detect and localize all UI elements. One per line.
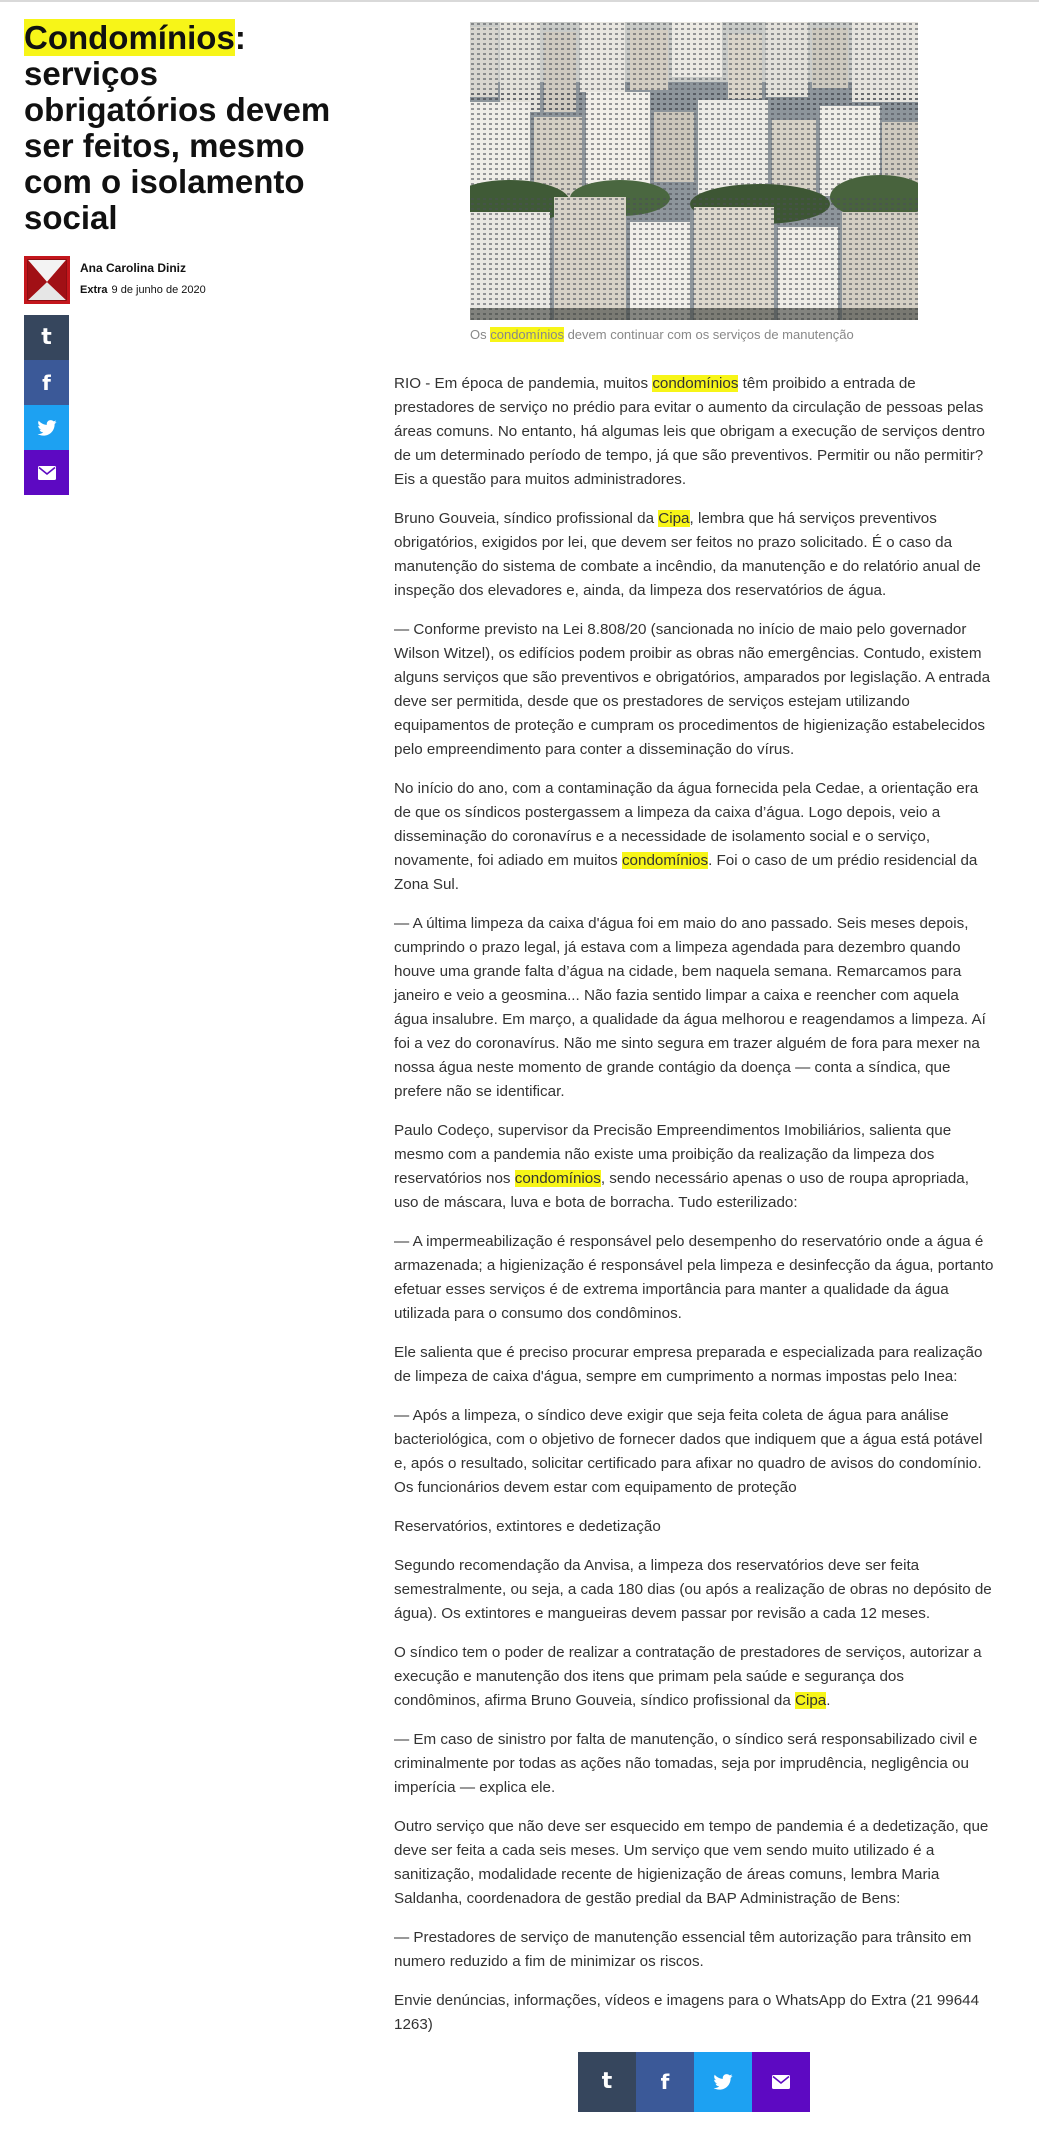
caption-highlight: condomínios — [490, 327, 564, 342]
paragraph-text: . Foi o caso de um prédio residencial da Zona Sul. — [394, 852, 978, 893]
article-paragraph — [394, 1404, 994, 1500]
article-paragraph — [394, 1230, 994, 1326]
email-icon — [772, 2075, 790, 2089]
article-photo — [470, 22, 918, 320]
facebook-icon: f — [660, 2070, 670, 2094]
article-headline — [24, 20, 344, 236]
article-paragraph — [394, 507, 994, 603]
paragraph-text: Segundo recomendação da Anvisa, a limpeza dos reservatórios deve ser feita semestralmente, ou seja, a cada 180 dias (ou após a realização de obras no depósito de água). Os extintores e mangueiras devem passar por revisão a cada 12 meses. — [394, 1557, 992, 1622]
share-bar-vertical — [24, 315, 69, 495]
share-bar-horizontal — [578, 2052, 810, 2112]
highlighted-term: Cipa — [795, 1692, 827, 1709]
highlighted-term: condomínios — [652, 375, 739, 392]
highlighted-term: condomínios — [621, 852, 709, 869]
paragraph-text: — Conforme previsto na Lei 8.808/20 (sancionada no início de maio pelo governador Wilson Witzel), os edifícios podem proibir as obras não emergências. Contudo, existem alguns serviços que são preventivos e obrigatórios, amparados por legislação. A entrada deve ser permitida, desde que os prestadores de serviços estejam utilizando equipamentos de proteção e cumpram os procedimentos de higienização estabelecidos pelo empreendimento para conter a disseminação do vírus. — [394, 621, 991, 758]
caption-after: devem continuar com os serviços de manutenção — [563, 327, 854, 342]
top-border — [0, 0, 1039, 2]
article-paragraph — [394, 1641, 994, 1713]
share-tumblr-button[interactable] — [578, 2052, 636, 2112]
share-twitter-button[interactable] — [694, 2052, 752, 2112]
article-paragraph — [394, 618, 994, 762]
headline-highlight: Condomínios — [24, 19, 235, 56]
publication-info — [80, 284, 206, 296]
article-paragraph — [394, 1119, 994, 1215]
share-twitter-button[interactable] — [24, 405, 69, 450]
article-paragraph — [394, 372, 994, 492]
facebook-icon: f — [42, 370, 51, 395]
article-paragraph — [394, 912, 994, 1104]
article-paragraph — [394, 1341, 994, 1389]
paragraph-text: Reservatórios, extintores e dedetização — [394, 1518, 661, 1535]
tumblr-icon: t — [41, 324, 52, 350]
share-tumblr-button[interactable] — [24, 315, 69, 360]
highlighted-term: condomínios — [514, 1170, 601, 1187]
paragraph-text: , sendo necessário apenas o uso de roupa apropriada, uso de máscara, luva e bota de borracha. Tudo esterilizado: — [394, 1170, 969, 1211]
paragraph-text: . — [826, 1692, 831, 1709]
article-paragraph — [394, 777, 994, 897]
paragraph-text: Outro serviço que não deve ser esquecido em tempo de pandemia é a dedetização, que deve ser feita a cada seis meses. Um serviço que vem sendo muito utilizado é a sanitização, modalidade recente de higienização de áreas comuns, lembra Maria Saldanha, coordenadora de gestão predial da BAP Administração de Bens: — [394, 1818, 989, 1907]
publication-date: 9 de junho de 2020 — [111, 284, 206, 296]
paragraph-text: — Prestadores de serviço de manutenção essencial têm autorização para trânsito em numero reduzido a fim de minimizar os riscos. — [394, 1929, 972, 1970]
paragraph-text: RIO - Em época de pandemia, muitos — [394, 375, 653, 392]
paragraph-text: No início do ano, com a contaminação da água fornecida pela Cedae, a orientação era de que os síndicos postergassem a limpeza da caixa d’água. Logo depois, veio a disseminação do coronavírus e a necessidade de isolamento social e o serviço, novamente, foi adiado em muitos — [394, 780, 979, 869]
highlighted-term: Cipa — [658, 510, 690, 527]
headline-text: : serviços obrigatórios devem ser feitos, mesmo com o isolamento social — [24, 19, 331, 236]
paragraph-text: O síndico tem o poder de realizar a contratação de prestadores de serviços, autorizar a execução e manutenção dos itens que primam pela saúde e segurança dos condôminos, afirma Bruno Gouveia, síndico profissional da — [394, 1644, 982, 1709]
author-name[interactable]: Ana Carolina Diniz — [80, 261, 187, 275]
twitter-icon — [713, 2074, 733, 2090]
paragraph-text: — Em caso de sinistro por falta de manutenção, o síndico será responsabilizado civil e criminalmente por todas as ações não tomadas, seja por imprudência, negligência ou imperícia — explica ele. — [394, 1731, 978, 1796]
twitter-icon — [37, 420, 57, 436]
paragraph-text: Envie denúncias, informações, vídeos e imagens para o WhatsApp do Extra (21 99644 1263) — [394, 1992, 980, 2033]
paragraph-text: Paulo Codeço, supervisor da Precisão Empreendimentos Imobiliários, salienta que mesmo com a pandemia não existe uma proibição da realização da limpeza dos reservatórios nos — [394, 1122, 952, 1187]
paragraph-text: — Após a limpeza, o síndico deve exigir que seja feita coleta de água para análise bacteriológica, com o objetivo de fornecer dados que indiquem que a água está potável e, após o resultado, solicitar certificado para afixar no quadro de avisos do condomínio. Os funcionários devem estar com equipamento de proteção — [394, 1407, 983, 1496]
paragraph-text: — A última limpeza da caixa d'água foi em maio do ano passado. Seis meses depois, cumprindo o prazo legal, já estava com a limpeza agendada para dezembro quando houve uma grande falta d’água na cidade, bem naquela semana. Remarcamos para janeiro e veio a geosmina... Não fazia sentido limpar a caixa e reencher com aquela água insalubre. Em março, a qualidade da água melhorou e reagendamos a limpeza. Aí foi a vez do coronavírus. Não me sinto segura em trazer alguém de fora para mexer na nossa água neste momento de grande contágio da doença — conta a síndica, que prefere não se identificar. — [394, 915, 986, 1100]
paragraph-text: , lembra que há serviços preventivos obrigatórios, exigidos por lei, que devem ser feitos no prazo solicitado. É o caso da manutenção do sistema de combate a incêndio, da manutenção e do relatório anual de inspeção dos elevadores e, ainda, da limpeza dos reservatórios de água. — [394, 510, 981, 599]
article-body — [394, 372, 994, 2052]
article-paragraph — [394, 1515, 994, 1539]
article-paragraph — [394, 1815, 994, 1911]
share-facebook-button[interactable] — [24, 360, 69, 405]
paragraph-text: Ele salienta que é preciso procurar empresa preparada e especializada para realização de limpeza de caixa d'água, sempre em cumprimento a normas impostas pelo Inea: — [394, 1344, 983, 1385]
publication-source: Extra — [80, 284, 108, 296]
article-paragraph — [394, 1926, 994, 1974]
photo-caption — [470, 327, 918, 342]
extra-logo-icon — [24, 256, 70, 304]
paragraph-text: Bruno Gouveia, síndico profissional da — [394, 510, 659, 527]
article-paragraph — [394, 1554, 994, 1626]
share-facebook-button[interactable] — [636, 2052, 694, 2112]
byline — [24, 256, 354, 304]
article-paragraph — [394, 1728, 994, 1800]
paragraph-text: têm proibido a entrada de prestadores de serviço no prédio para evitar o aumento da circulação de pessoas pelas áreas comuns. No entanto, há algumas leis que obrigam a execução de serviços dentro de um determinado período de tempo, já que são preventivos. Permitir ou não permitir? Eis a questão para muitos administradores. — [394, 375, 985, 488]
tumblr-icon: t — [601, 2069, 613, 2094]
share-email-button[interactable] — [24, 450, 69, 495]
email-icon — [38, 466, 56, 480]
paragraph-text: — A impermeabilização é responsável pelo desempenho do reservatório onde a água é armazenada; a higienização é responsável pela limpeza e desinfecção da água, portanto efetuar esses serviços é de extrema importância para manter a qualidade da água utilizada para o consumo dos condôminos. — [394, 1233, 994, 1322]
share-email-button[interactable] — [752, 2052, 810, 2112]
caption-before: Os — [470, 327, 491, 342]
article-paragraph — [394, 1989, 994, 2037]
